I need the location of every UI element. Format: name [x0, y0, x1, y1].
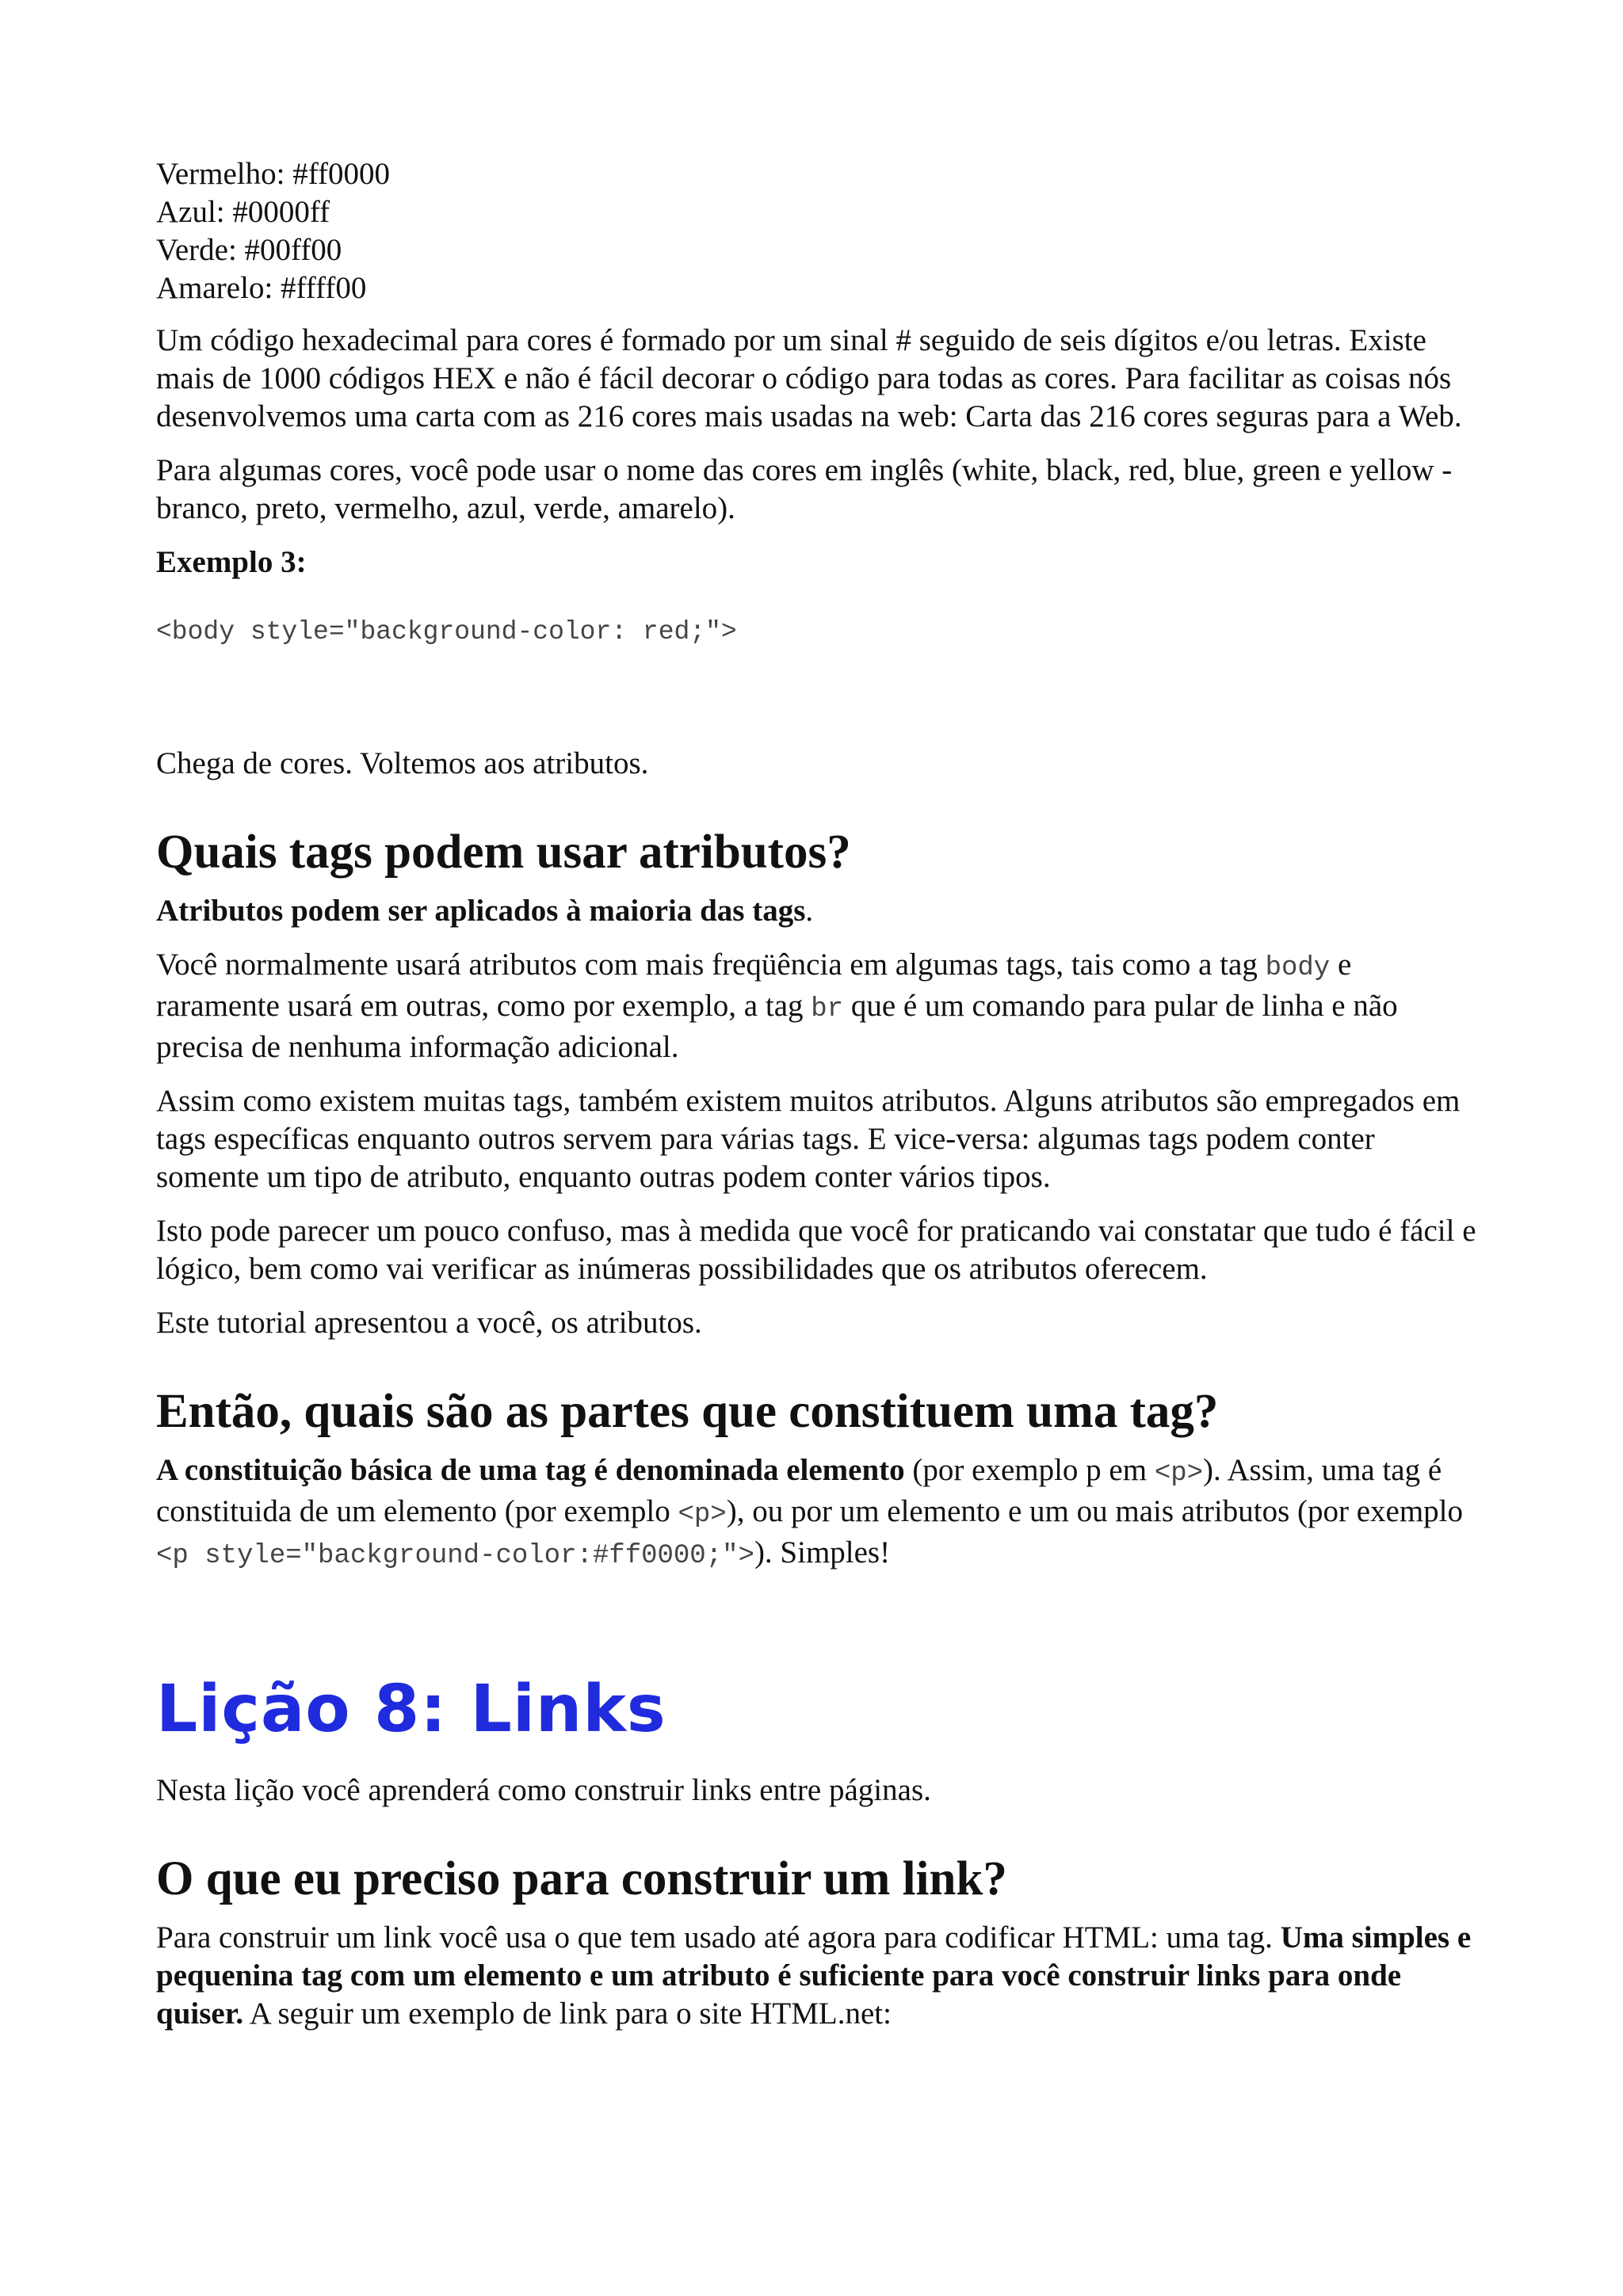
section-heading-link-requirements: O que eu preciso para construir um link?	[156, 1852, 1007, 1905]
text-run: ). Simples!	[754, 1535, 891, 1569]
text-run: que é um comando para pular de linha e não precisa de nenhuma informação adicional.	[156, 989, 1398, 1064]
attributes-practice-paragraph: Isto pode parecer um pouco confuso, mas à medida que você for praticando vai constatar que tudo é fácil e lógico, bem como vai verificar as inúmeras possibilidades que os atributos oferecem.	[156, 1214, 1476, 1286]
link-requirements-bold: Uma simples e pequenina tag com um elemento e um atributo é suficiente para você construir links para onde quiser.	[156, 1920, 1472, 2031]
color-names-paragraph: Para algumas cores, você pode usar o nome das cores em inglês (white, black, red, blue, green e yellow - branco, preto, vermelho, azul, verde, amarelo).	[156, 453, 1453, 525]
text-run: A seguir um exemplo de link para o site HTML.net:	[243, 1997, 892, 2031]
document-page	[156, 155, 1480, 2049]
inline-code-body: body	[1265, 953, 1331, 983]
hex-paragraph: Um código hexadecimal para cores é formado por um sinal # seguido de seis dígitos e/ou letras. Existe mais de 1000 códigos HEX e não é fácil decorar o código para todas as cores. Para facilitar as coisas nós desenvolvemos uma carta com as 216 cores mais usadas na web: Carta das 216 cores seguras para a Web.	[156, 323, 1462, 433]
attributes-usage-paragraph	[156, 946, 1480, 1066]
section-heading-tags: Quais tags podem usar atributos?	[156, 826, 851, 879]
color-code-item: Azul: #0000ff	[156, 195, 330, 229]
lesson-title: Lição 8: Links	[156, 1672, 666, 1747]
example-code: <body style="background-color: red;">	[156, 617, 737, 646]
attributes-variety-paragraph: Assim como existem muitas tags, também existem muitos atributos. Alguns atributos são empregados em tags específicas enquanto outros servem para várias tags. E vice-versa: algumas tags podem conter somente um tipo de atributo, enquanto outras podem conter vários tipos.	[156, 1084, 1461, 1194]
text-run: Para construir um link você usa o que tem usado até agora para codificar HTML: uma tag.	[156, 1920, 1281, 1955]
link-requirements-paragraph	[156, 1919, 1480, 2033]
inline-code-p-style: <p style="background-color:#ff0000;">	[156, 1541, 754, 1571]
tag-parts-bold: A constituição básica de uma tag é denominada elemento	[156, 1453, 905, 1487]
example-label: Exemplo 3:	[156, 545, 307, 579]
tag-parts-paragraph	[156, 1451, 1480, 1575]
attributes-lead-bold: Atributos podem ser aplicados à maioria das tags	[156, 894, 806, 928]
lesson-intro: Nesta lição você aprenderá como construir links entre páginas.	[156, 1773, 931, 1807]
inline-code-p: <p>	[1154, 1459, 1204, 1489]
color-code-item: Amarelo: #ffff00	[156, 271, 367, 305]
text-run: Você normalmente usará atributos com mais freqüência em algumas tags, tais como a tag	[156, 948, 1266, 982]
text-run: (por exemplo p em	[904, 1453, 1155, 1487]
section-heading-tag-parts: Então, quais são as partes que constituem uma tag?	[156, 1385, 1219, 1438]
text-run: ). Assim, uma tag é constituida de um elemento (por exemplo	[156, 1453, 1442, 1528]
color-code-item: Verde: #00ff00	[156, 233, 342, 267]
attributes-lead-end: .	[805, 894, 814, 928]
back-to-attributes-paragraph: Chega de cores. Voltemos aos atributos.	[156, 746, 649, 780]
color-code-list	[156, 155, 1480, 307]
inline-code-p: <p>	[678, 1500, 727, 1530]
text-run: e raramente usará em outras, como por exemplo, a tag	[156, 948, 1352, 1023]
inline-code-br: br	[811, 994, 844, 1024]
attributes-summary-paragraph: Este tutorial apresentou a você, os atributos.	[156, 1306, 702, 1340]
attributes-lead	[156, 892, 1480, 930]
text-run: ), ou por um elemento e um ou mais atributos (por exemplo	[726, 1494, 1464, 1528]
color-code-item: Vermelho: #ff0000	[156, 157, 390, 191]
